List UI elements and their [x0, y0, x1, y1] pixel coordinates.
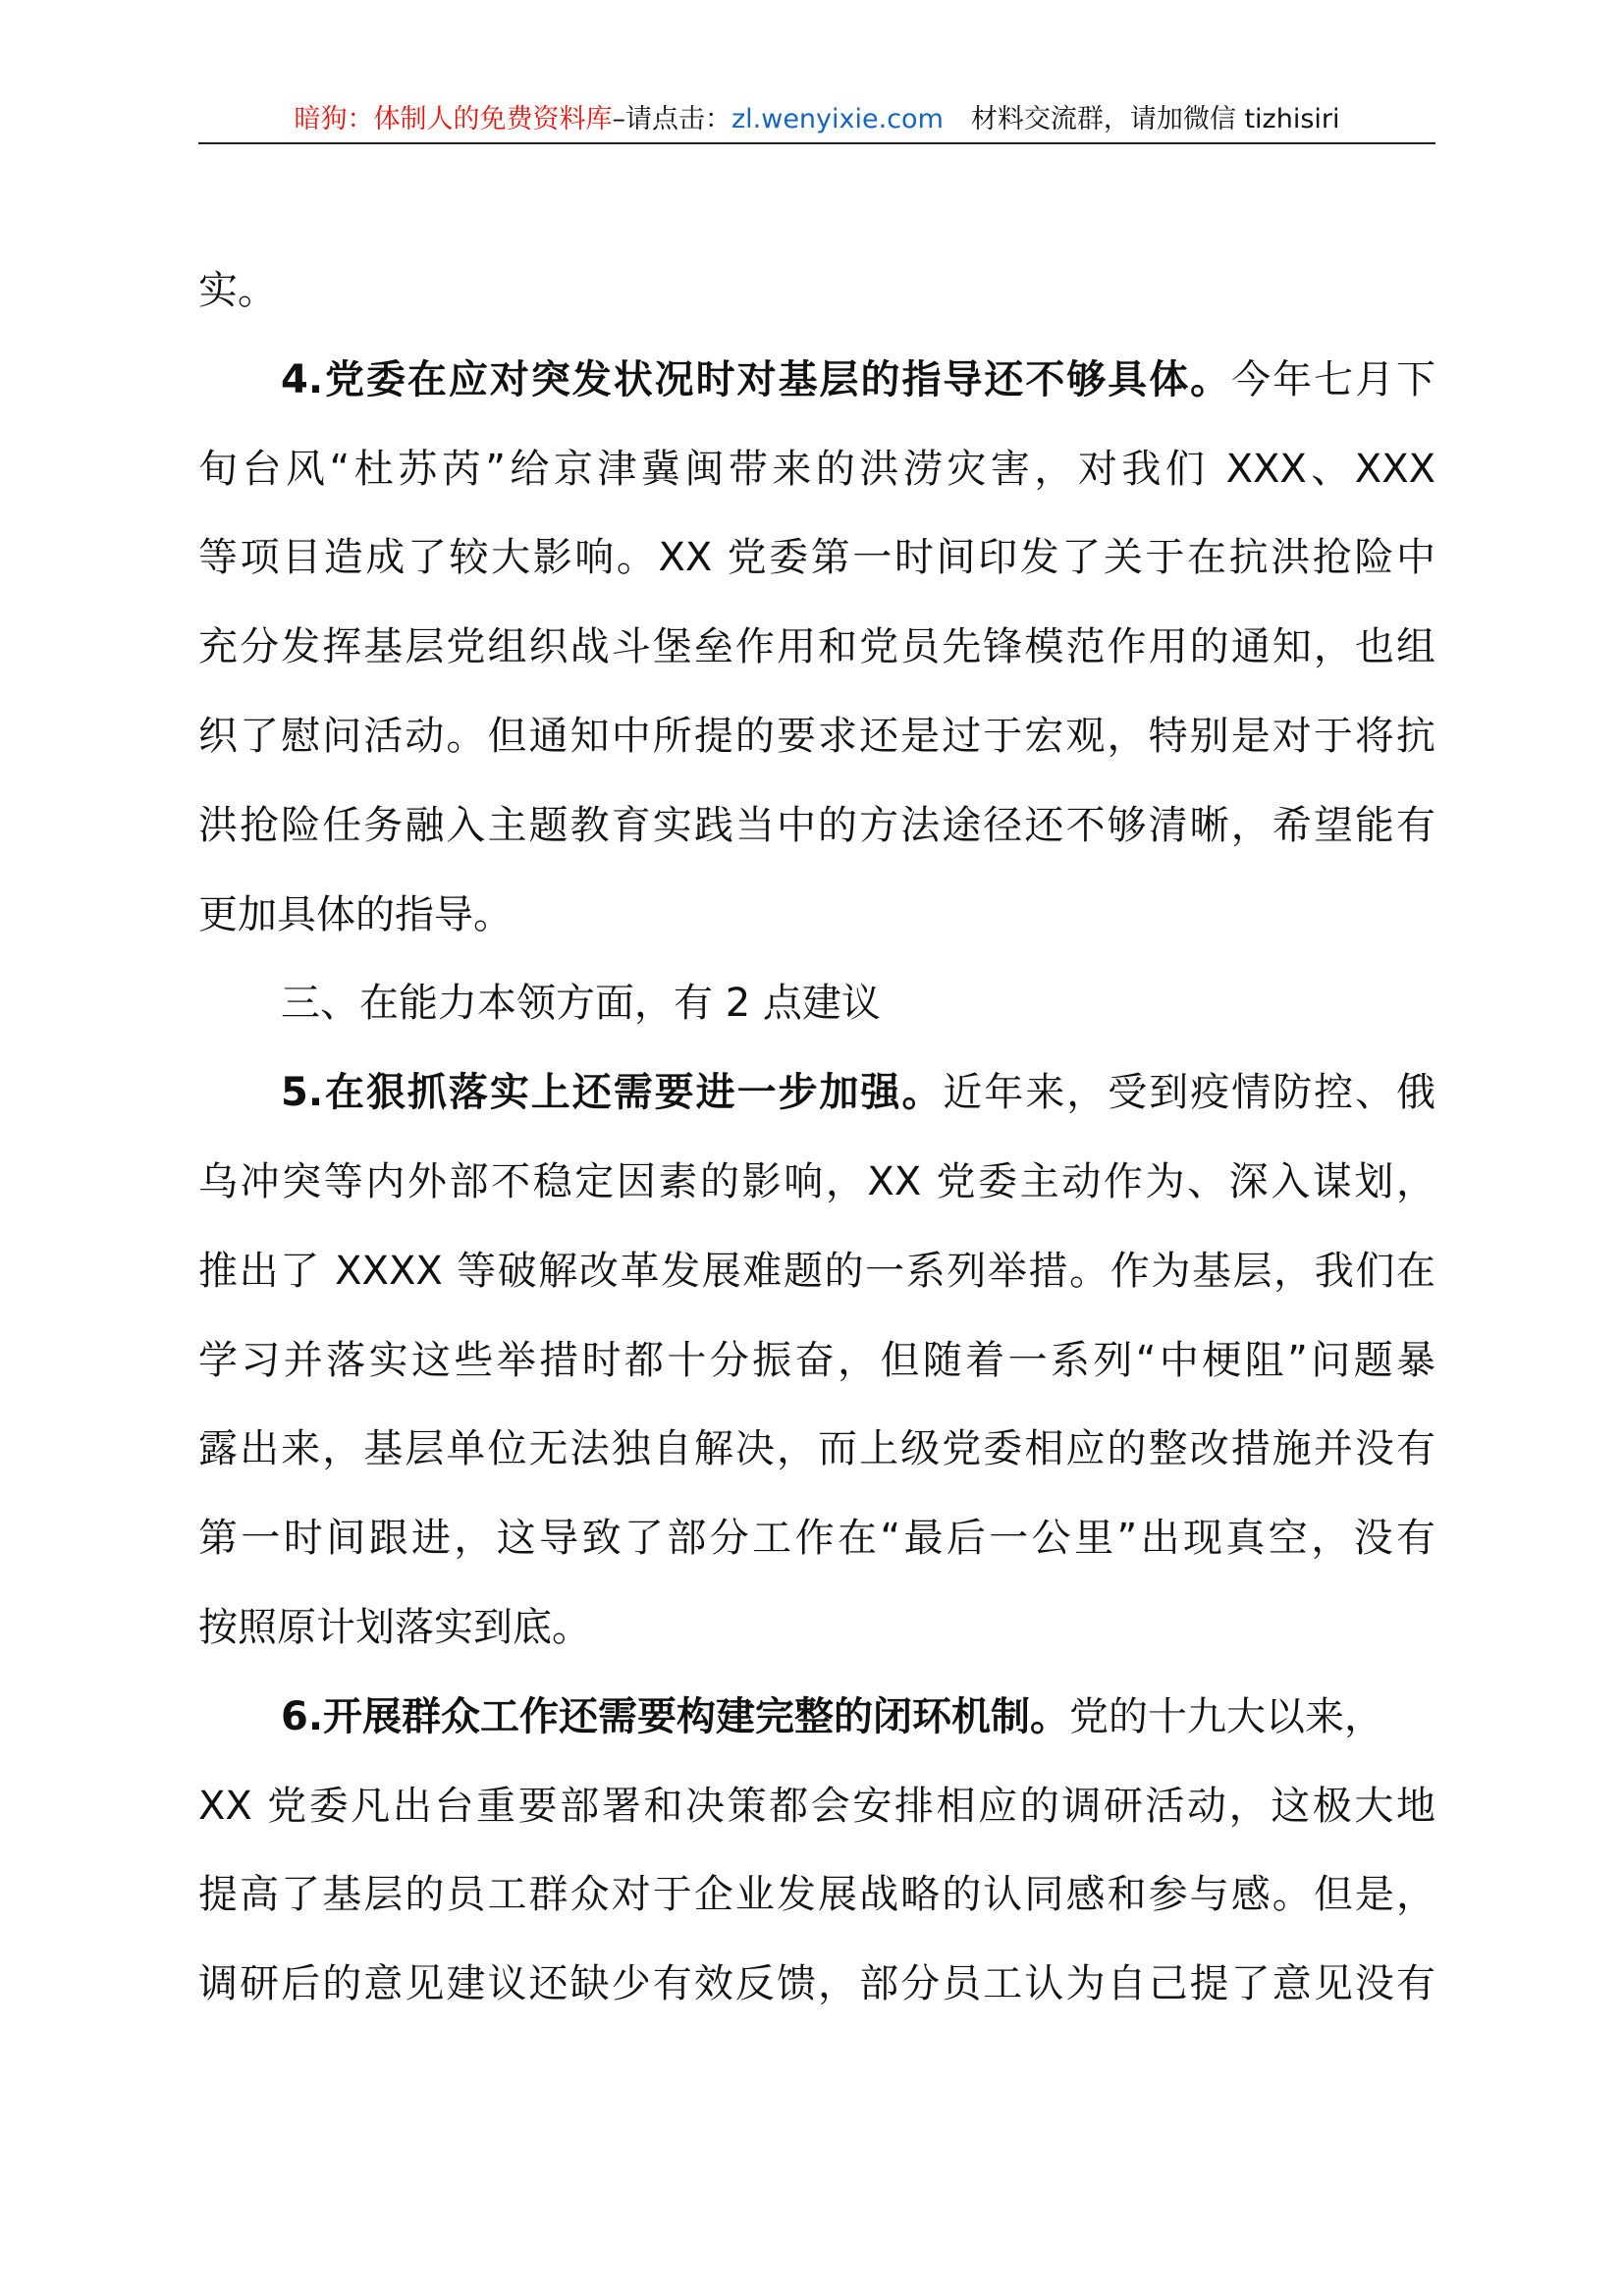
text-line: 充分发挥基层党组织战斗堡垒作用和党员先锋模范作用的通知，也组 — [198, 624, 1435, 670]
text-line: XX 党委凡出台重要部署和决策都会安排相应的调研活动，这极大地 — [198, 1783, 1435, 1829]
text-line: 学习并落实这些举措时都十分振奋，但随着一系列“中梗阻”问题暴 — [198, 1337, 1435, 1383]
heading-line: 6.开展群众工作还需要构建完整的闭环机制。党的十九大以来， — [281, 1693, 1384, 1739]
site-name: 暗狗：体制人的免费资料库 — [294, 104, 613, 134]
text-line: 实。 — [198, 268, 277, 313]
document-body — [198, 246, 1435, 2029]
text-line: 等项目造成了较大影响。XX 党委第一时间印发了关于在抗洪抢险中 — [198, 535, 1435, 581]
text-line: 乌冲突等内外部不稳定因素的影响，XX 党委主动作为、深入谋划， — [198, 1158, 1435, 1204]
text-line: 提高了基层的员工群众对于企业发展战略的认同感和参与感。但是， — [198, 1872, 1435, 1918]
text-line: 更加具体的指导。 — [198, 891, 513, 937]
text-line: 洪抢险任务融入主题教育实践当中的方法途径还不够清晰，希望能有 — [198, 802, 1435, 848]
group-note: 材料交流群，请加微信 tizhisiri — [970, 104, 1340, 134]
section-heading: 三、在能力本领方面，有 2 点建议 — [281, 981, 881, 1027]
bold-heading: 6.开展群众工作还需要构建完整的闭环机制。 — [281, 1693, 1070, 1739]
bold-heading: 5.在狠抓落实上还需要进一步加强。 — [281, 1070, 944, 1116]
text-line: 织了慰问活动。但通知中所提的要求还是过于宏观，特别是对于将抗 — [198, 713, 1435, 759]
heading-line: 5.在狠抓落实上还需要进一步加强。近年来，受到疫情防控、俄 — [281, 1070, 1436, 1116]
text-line: 第一时间跟进，这导致了部分工作在“最后一公里”出现真空，没有 — [198, 1516, 1435, 1562]
header-rule — [198, 142, 1435, 144]
bold-heading: 4.党委在应对突发状况时对基层的指导还不够具体。 — [281, 356, 1232, 402]
text-line: 露出来，基层单位无法独自解决，而上级党委相应的整改措施并没有 — [198, 1426, 1435, 1472]
page-header — [198, 98, 1435, 141]
heading-line: 4.党委在应对突发状况时对基层的指导还不够具体。今年七月下 — [281, 356, 1436, 402]
text-line: 旬台风“杜苏芮”给京津冀闽带来的洪涝灾害，对我们 XXX、XXX — [198, 446, 1435, 492]
text-line: 按照原计划落实到底。 — [198, 1604, 591, 1650]
text-line: 推出了 XXXX 等破解改革发展难题的一系列举措。作为基层，我们在 — [198, 1248, 1435, 1294]
text-line: 调研后的意见建议还缺少有效反馈，部分员工认为自己提了意见没有 — [198, 1961, 1435, 2007]
click-prompt: –请点击： — [612, 104, 731, 134]
site-link[interactable]: zl.wenyixie.com — [731, 104, 944, 134]
